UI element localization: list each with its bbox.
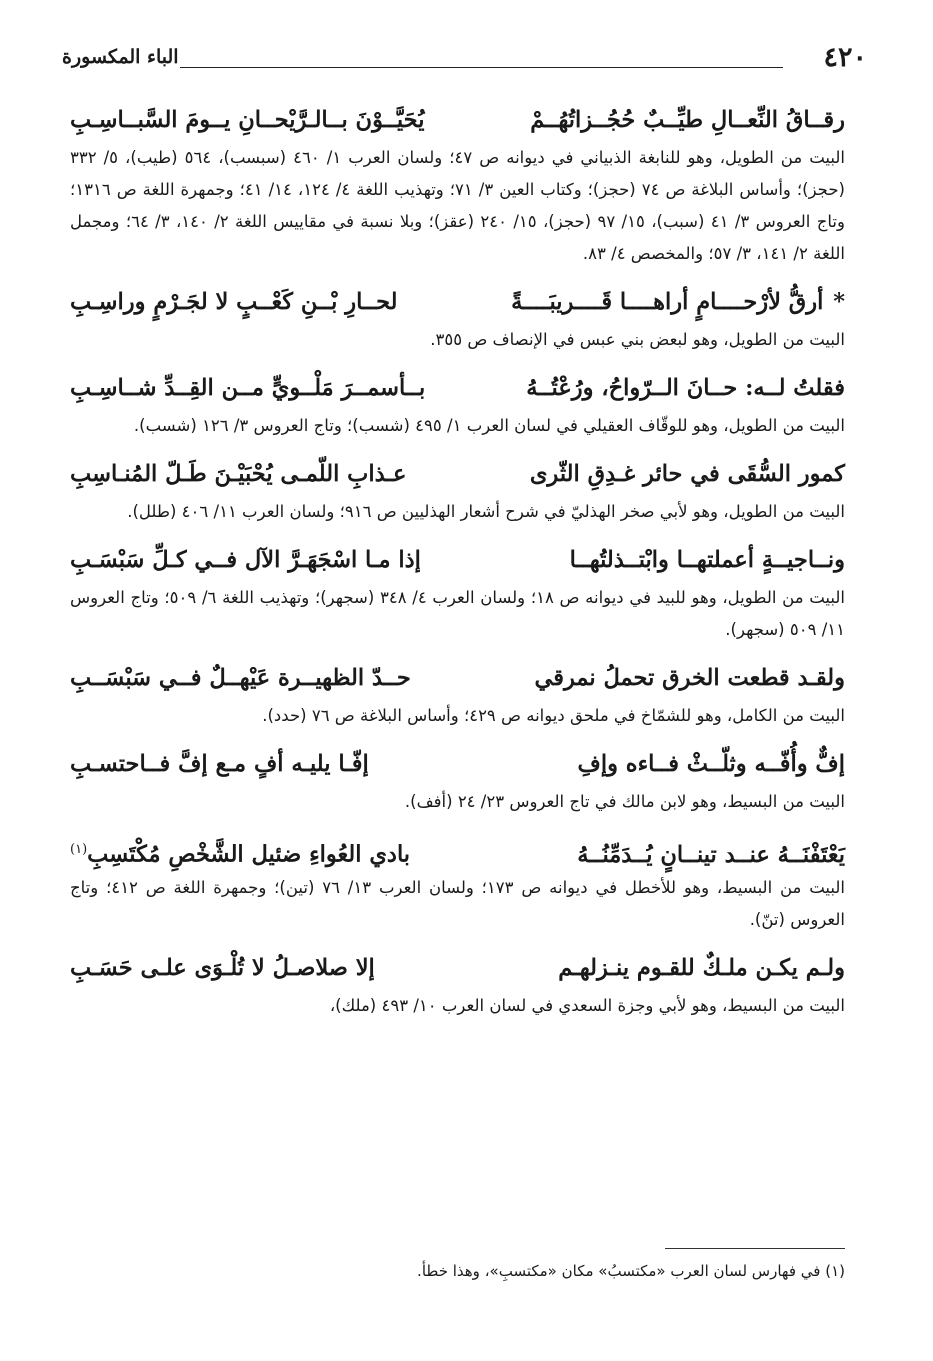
second-hemistich: إلا صلاصـلُ لا تُلْـوَى علـى حَسَـبِ (70, 955, 375, 981)
second-hemistich: إذا مـا اسْجَهَـرَّ الآل فــي كـلِّ سَبْسَـبِ (70, 547, 421, 573)
verse-line (70, 366, 845, 410)
second-hemistich-text: بادي العُواءِ ضئيل الشَّخْصِ مُكْتَسِبِ (87, 841, 411, 868)
verse-reference: البيت من البسيط، وهو لابن مالك في تاج العروس ٢٣/ ٢٤ (أفف). (404, 792, 845, 811)
first-hemistich (511, 280, 845, 324)
verse-line (70, 538, 845, 582)
verse-line (70, 946, 845, 990)
first-hemistich: يَعْتَفْنَــهُ عنــد تينــانٍ يُــدَمِّنُــهُ (577, 841, 845, 868)
page-number: ٤٢٠ (823, 42, 867, 73)
first-hemistich: ولـم يكـن ملـكٌ للقـوم ينـزلهـم (558, 955, 845, 981)
star-marker: * (833, 289, 845, 315)
verse-entry (70, 946, 845, 1022)
verse-entry (70, 828, 845, 936)
first-hemistich-text: أرقُّ لأرْحــــامٍ أراهــــا قَــــريبَــــةً (511, 289, 824, 315)
first-hemistich: رقــاقُ النِّعــالِ طيِّــبٌ حُجُــزاتُهُــمْ (530, 107, 845, 133)
verse-entry (70, 452, 845, 528)
page-header (62, 40, 867, 80)
verse-reference: البيت من البسيط، وهو لأبي وجزة السعدي في لسان العرب ١٠/ ٤٩٣ (ملك)، (329, 996, 845, 1015)
verse-line (70, 656, 845, 700)
verse-reference: البيت من الكامل، وهو للشمّاخ في ملحق ديوانه ص ٤٢٩؛ وأساس البلاغة ص ٧٦ (حدد). (262, 706, 845, 725)
verse-entry (70, 280, 845, 356)
second-hemistich: لحــارِ بْــنِ كَعْــبٍ لا لجَـرْمٍ وراسِـبِ (70, 289, 398, 315)
header-rule (180, 67, 783, 68)
second-hemistich: حــدّ الظهيــرة عَيْهــلٌ فــي سَبْسَــبِ (70, 665, 411, 691)
verse-reference: البيت من الطويل، وهو لأبي صخر الهذليّ في شرح أشعار الهذليين ص ٩١٦؛ ولسان العرب ١١/ ٤٠٦ (طلل). (127, 502, 845, 521)
second-hemistich: إفّـا يليـه أفٍ مـع إفَّ فــاحتسـبِ (70, 751, 369, 777)
verse-line (70, 98, 845, 142)
footnote-marker: (١) (70, 842, 88, 857)
page-body (70, 98, 845, 1032)
first-hemistich: إفٌّ وأُفّــه وثلّــثْ فــاءه وإفِ (577, 751, 845, 777)
verse-entry (70, 742, 845, 818)
verse-reference: البيت من الطويل، وهو للوقّاف العقيلي في لسان العرب ١/ ٤٩٥ (شسب)؛ وتاج العروس ٣/ ١٢٦ (شسب). (133, 416, 845, 435)
first-hemistich: ونــاجيــةٍ أعملتهــا وابْتــذلتُهــا (569, 547, 845, 573)
second-hemistich (70, 828, 410, 877)
verse-reference: البيت من البسيط، وهو للأخطل في ديوانه ص ١٧٣؛ ولسان العرب ١٣/ ٧٦ (تين)؛ وجمهرة اللغة ص ٤١٢؛ وتاج العروس (تنّ). (70, 878, 845, 929)
verse-entry (70, 98, 845, 270)
verse-reference: البيت من الطويل، وهو للنابغة الذبياني في ديوانه ص ٤٧؛ ولسان العرب ١/ ٤٦٠ (سبسب)، ٥٦٤ (طيب)، ٥/ ٣٣٢ (حجز)؛ وأساس البلاغة ص ٧٤ (حجز)؛ وكتاب العين ٣/ ٧١؛ وتهذيب اللغة ٤/ ١٢٤، ١٤/ ٤١؛ وجمهرة اللغة ص ١٣١٦؛ وتاج العروس ٣/ ٤١ (سبب)، ١٥/ ٩٧ (حجز)، ١٥/ ٢٤٠ (عقز)؛ وبلا نسبة في مقاييس اللغة ٢/ ١٤٠، ٣/ ٦٤؛ ومجمل اللغة ٢/ ١٤١، ٣/ ٥٧؛ والمخصص ٤/ ٨٣. (70, 148, 845, 263)
verse-entry (70, 656, 845, 732)
section-title: الباء المكسورة (62, 46, 179, 68)
second-hemistich: عـذابِ اللّمـى يُحْبَيْـنَ طَـلّ المُنـاسِبِ (70, 461, 407, 487)
verse-entry (70, 366, 845, 442)
footnote-rule (665, 1248, 845, 1249)
second-hemistich: بــأسمــرَ مَلْــويٍّ مــن القِــدِّ شــاسِـبِ (70, 375, 426, 401)
verse-line (70, 742, 845, 786)
first-hemistich: ولقـد قطعت الخرق تحملُ نمرقي (534, 665, 845, 691)
second-hemistich: يُحَيَّــوْنَ بــالـرَّيْحــانِ يــومَ السَّبــاسِـبِ (70, 107, 425, 133)
verse-line (70, 280, 845, 324)
verse-reference: البيت من الطويل، وهو للبيد في ديوانه ص ١٨؛ ولسان العرب ٤/ ٣٤٨ (سجهر)؛ وتهذيب اللغة ٦/ ٥٠٩؛ وتاج العروس ١١/ ٥٠٩ (سجهر). (70, 588, 845, 639)
first-hemistich: فقلتُ لــه: حــانَ الــرّواحُ، ورُعْتُــهُ (526, 375, 845, 401)
verse-reference: البيت من الطويل، وهو لبعض بني عبس في الإنصاف ص ٣٥٥. (430, 330, 845, 349)
verse-line (70, 452, 845, 496)
verse-entry (70, 538, 845, 646)
footnote: (١) في فهارس لسان العرب «مكتسبُ» مكان «مكتسبِ»، وهذا خطأ. (417, 1262, 845, 1280)
first-hemistich: كمور السُّقَى في حائر غـدِقِ الثّرى (529, 461, 845, 487)
verse-line (70, 828, 845, 872)
